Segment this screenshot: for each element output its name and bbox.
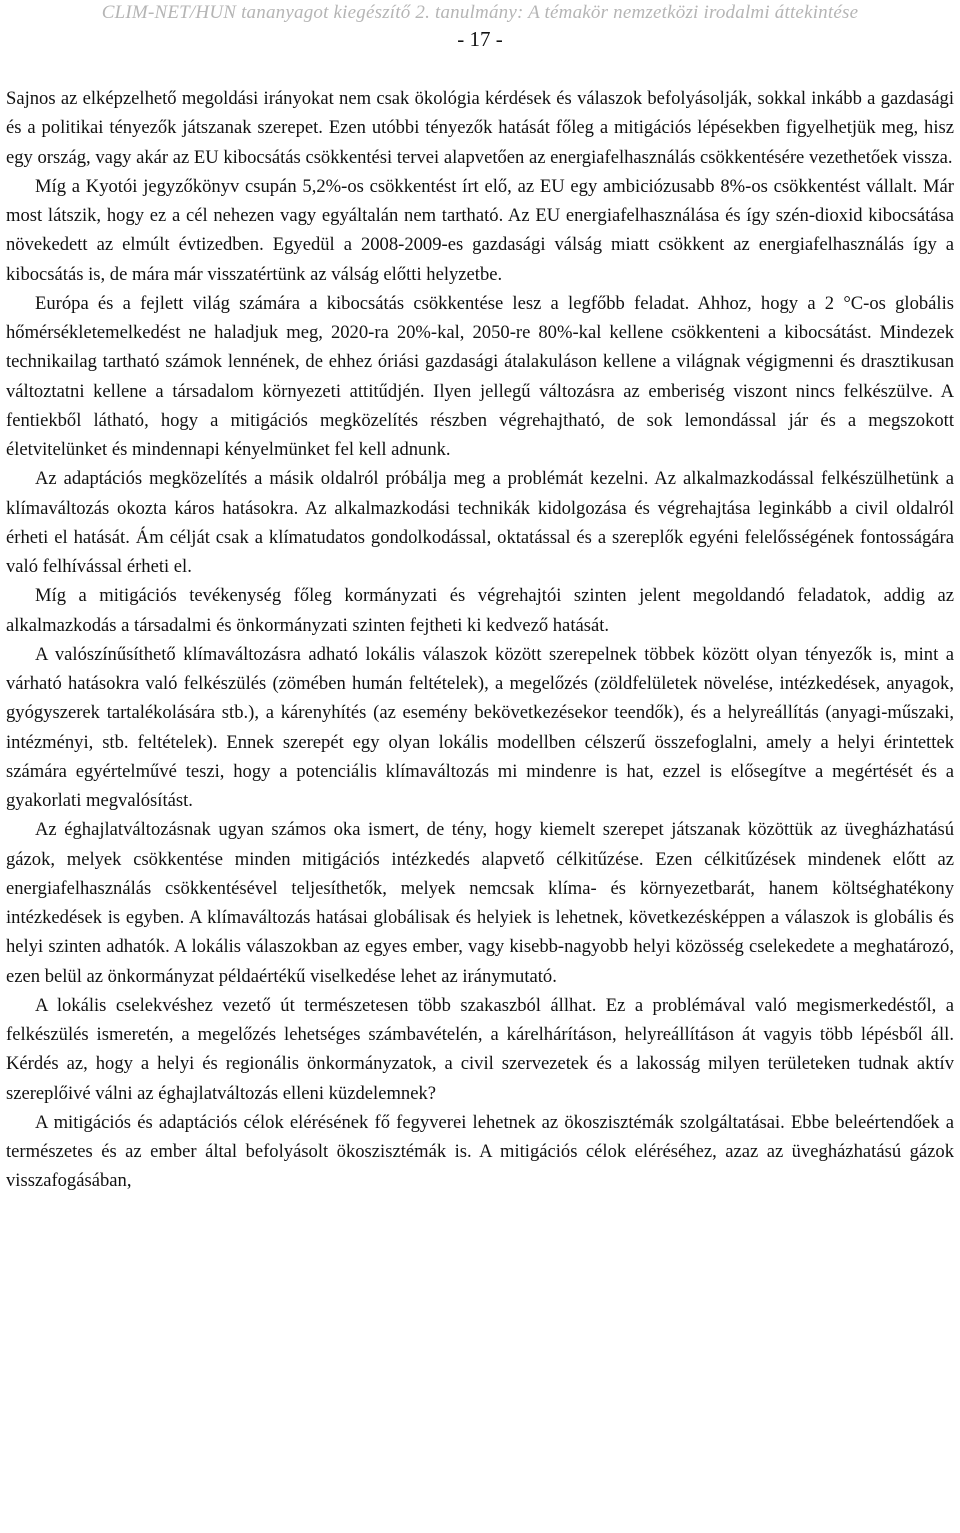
paragraph: Az éghajlatváltozásnak ugyan számos oka ismert, de tény, hogy kiemelt szerepet játszanak közöttük az üvegházhatású gázok, melyek csökkentése minden mitigációs intézkedés alapvető célkitűzése. Ezen célkitűzések mindenek előtt az energiafelhasználás csökkentésével teljesíthetők, melyek nemcsak klíma- és környezetbarát, hanem költséghatékony intézkedések is egyben. A klímaváltozás hatásai globálisak és helyiek is lehetnek, következésképpen a válaszok is globális és helyi szinten adhatók. A lokális válaszokban az egyes ember, vagy kisebb-nagyobb helyi közösség cselekedete a meghatározó, ezen belül az önkormányzat példaértékű viselkedése lehet az iránymutató. xyxy=(6,819,954,987)
paragraph: Míg a Kyotói jegyzőkönyv csupán 5,2%-os csökkentést írt elő, az EU egy ambiciózusabb 8%-os csökkentést vállalt. Már most látszik, hogy ez a cél nehezen vagy egyáltalán nem tartható. Az EU energiafelhasználása és így szén-dioxid kibocsátása növekedett az elmúlt évtizedben. Egyedül a 2008-2009-es gazdasági válság miatt csökkent az energiafelhasználás így a kibocsátás is, de mára már visszatértünk az válság előtti helyzetbe. xyxy=(6,175,954,285)
paragraph: A lokális cselekvéshez vezető út természetesen több szakaszból állhat. Ez a problémával való megismerkedéstől, a felkészülés ismeretén, a megelőzés lehetséges számbavételén, a kárelhárításon, helyreállításon át vagyis több lépésből áll. Kérdés az, hogy a helyi és regionális önkormányzatok, a civil szervezetek és a lakosság milyen területeken tudnak aktív szereplőivé válni az éghajlatváltozás elleni küzdelemnek? xyxy=(6,994,954,1104)
paragraph: Az adaptációs megközelítés a másik oldalról próbálja meg a problémát kezelni. Az alkalmazkodással felkészülhetünk a klímaváltozás okozta káros hatásokra. Az alkalmazkodási technikák kidolgozása és végrehajtása leginkább a civil oldalról érheti el hatását. Ám célját csak a klímatudatos gondolkodással, oktatással és a szereplők egyéni felelősségének fontosságára való felhívással érheti el. xyxy=(6,468,954,577)
paragraph: A valószínűsíthető klímaváltozásra adható lokális válaszok között szerepelnek többek között olyan tényezők is, mint a várható hatásokra való felkészülés (zömében humán feltételek), a megelőzés (zöldfelületek növelése, intézkedések, anyagok, gyógyszerek tartalékolására stb.), a kárenyhítés (az esemény bekövetkezésekor teendők), és a helyreállítás (anyagi-műszaki, intézményi, stb. feltételek). Ennek szerepét egy olyan lokális modellben célszerű összefoglalni, amely a helyi érintettek számára egyértelművé teszi, hogy a potenciális klímaváltozás mi mindenre is hat, ezzel is elősegítve a megértését és a gyakorlati megvalósítást. xyxy=(6,643,954,811)
paragraph: Sajnos az elképzelhető megoldási irányokat nem csak ökológia kérdések és válaszok befolyásolják, sokkal inkább a gazdasági és a politikai tényezők játszanak szerepet. Ezen utóbbi tényezők hatását főleg a mitigációs lépésekben figyelhetjük meg, hisz egy ország, vagy akár az EU kibocsátás csökkentési tervei alapvetően az energiafelhasználás csökkentésére vezethetőek vissza. xyxy=(6,88,954,168)
body-text xyxy=(6,84,954,1196)
paragraph: Európa és a fejlett világ számára a kibocsátás csökkentése lesz a legfőbb feladat. Ahhoz, hogy a 2 °C-os globális hőmérsékletemelkedést ne haladjuk meg, 2020-ra 20%-kal, 2050-re 80%-kal kellene csökkenteni a kibocsátást. Mindezek technikailag tartható számok lennének, de ehhez óriási gazdasági átalakuláson kellene a világnak végigmenni és drasztikusan változtatni kellene a társadalom környezeti attitűdjén. Ilyen jellegű változásra az emberiség viszont nincs felkészülve. A fentiekből látható, hogy a mitigációs megközelítés részben végrehajtható, de sok lemondással jár és a megszokott életvitelünket és mindennapi kényelmünket fel kell adnunk. xyxy=(6,292,954,460)
paragraph: A mitigációs és adaptációs célok elérésének fő fegyverei lehetnek az ökoszisztémák szolgáltatásai. Ebbe beleértendőek a természetes és az ember által befolyásolt ökoszisztémák is. A mitigációs célok eléréséhez, azaz az üvegházhatású gázok visszafogásában, xyxy=(6,1111,954,1192)
running-header: CLIM-NET/HUN tananyagot kiegészítő 2. tanulmány: A témakör nemzetközi irodalmi áttekintése xyxy=(101,2,859,23)
page-number: - 17 - xyxy=(457,27,503,51)
paragraph: Míg a mitigációs tevékenység főleg kormányzati és végrehajtói szinten jelent megoldandó feladatok, addig az alkalmazkodás a társadalmi és önkormányzati szinten fejtheti ki kedvező hatását. xyxy=(6,585,954,636)
